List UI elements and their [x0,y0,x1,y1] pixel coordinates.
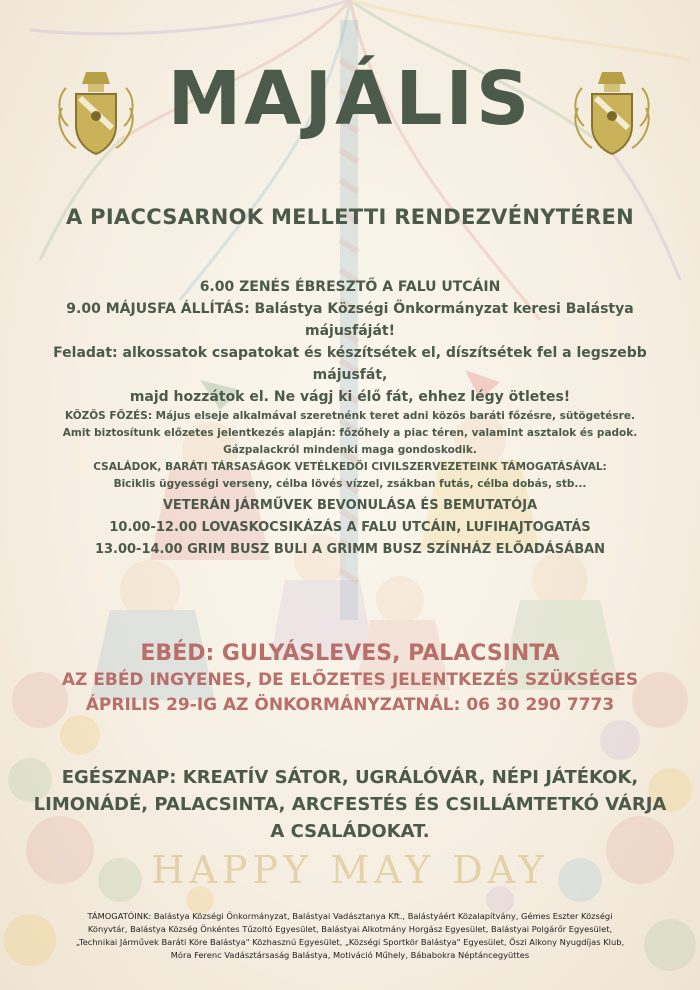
allday-line-3: A CSALÁDOKAT. [270,821,430,842]
program-horse-carriage: 10.00-12.00 LOVASKOCSIKÁZÁS A FALU UTCÁIN, LUFIHAJTOGATÁS [109,520,591,535]
program-grim-bus: 13.00-14.00 GRIM BUSZ BULI A GRIMM BUSZ SZÍNHÁZ ELŐADÁSÁBAN [94,542,606,557]
lunch-title: EBÉD: GULYÁSLEVES, PALACSINTA [140,641,560,666]
happy-may-day-text: HAPPY MAY DAY [151,848,549,892]
sponsors-line-3: „Technikai Járművek Baráti Köre Balástya" Közhasznú Egyesület, „Községi Sportkör Balástya" Egyesület, Őszi Alkony Nyugdíjas Klub, [75,937,625,947]
allday-section [20,764,680,845]
poster-subtitle: A PIACCSARNOK MELLETTI RENDEZVÉNYTÉREN [65,205,635,229]
program-veteran-vehicles: VETERÁN JÁRMŰVEK BEVONULÁSA ÉS BEMUTATÓJA [162,498,538,513]
sponsors-section [26,910,674,962]
sponsors-line-2: Könyvtár, Balástya Község Önkéntes Tűzoltó Egyesület, Balástyai Alkotmány Horgász Egyesület, Balástyai Polgárőr Egyesület, [87,924,613,934]
lunch-registration: ÁPRILIS 29-IG AZ ÖNKORMÁNYZATNÁL: 06 30 290 7773 [85,695,615,715]
lunch-section [0,640,700,718]
lunch-free-note: AZ EBÉD INGYENES, DE ELŐZETES JELENTKEZÉS SZÜKSÉGES [61,670,639,690]
allday-line-1: EGÉSZNAP: KREATÍV SÁTOR, UGRÁLÓVÁR, NÉPI JÁTÉKOK, [61,767,639,788]
program-competitions: CSALÁDOK, BARÁTI TÁRSASÁGOK VETÉLKEDŐI CIVILSZERVEZETEINK TÁMOGATÁSÁVAL: [93,461,607,473]
sponsors-line-1: TÁMOGATÓINK: Balástya Községi Önkormányzat, Balástyai Vadásztanya Kft., Balástyáért Közalapítvány, Gémes Eszter Községi [87,911,613,921]
program-cooking-provided: Amit biztosítunk előzetes jelentkezés alapján: főzőhely a piac téren, valamint asztalok és padok. [62,427,638,439]
allday-line-2: LIMONÁDÉ, PALACSINTA, ARCFESTÉS ÉS CSILLÁMTETKÓ VÁRJA [33,794,667,815]
program-cooking: KÖZÖS FŐZÉS: Május elseje alkalmával szeretnénk teret adni közös baráti főzésre, sütögetésre. [65,410,635,422]
program-cooking-gas: Gázpalackról mindenki maga gondoskodik. [223,444,477,456]
program-competitions-list: Biciklis ügyességi verseny, célba lövés vízzel, zsákban futás, célba dobás, stb... [113,478,587,490]
program-maypole-task: Feladat: alkossatok csapatokat és készítsétek el, díszítsétek fel a legszebb májusfát, [53,345,647,383]
poster-title: MAJÁLIS [167,56,533,142]
program-maypole: 9.00 MÁJUSFA ÁLLÍTÁS: Balástya Községi Önkormányzat keresi Balástya májusfáját! [66,301,634,339]
sponsors-line-4: Móra Ferenc Vadásztársaság Balástya, Motiváció Műhely, Bábabokra Néptáncegyüttes [170,950,530,960]
program-maypole-note: majd hozzátok el. Ne vágj ki élő fát, ehhez légy ötletes! [129,389,571,405]
program-section [20,276,680,561]
program-wakeup: 6.00 ZENÉS ÉBRESZTŐ A FALU UTCÁIN [199,279,501,295]
